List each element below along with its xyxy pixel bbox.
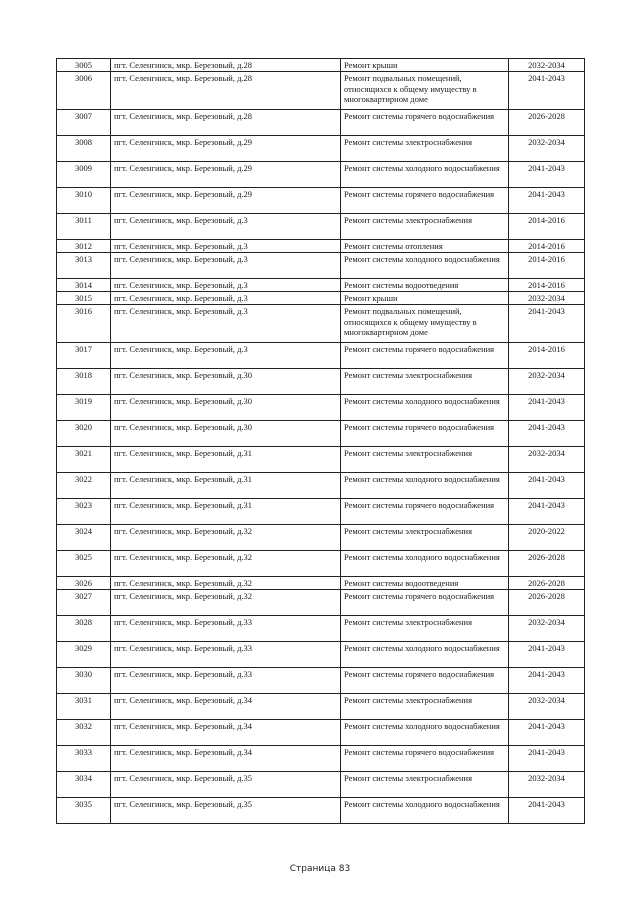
row-address: пгт. Селенгинск, мкр. Березовый, д.32	[111, 577, 341, 590]
row-years: 2041-2043	[509, 188, 585, 214]
row-work-type: Ремонт системы электроснабжения	[341, 616, 509, 642]
row-years: 2041-2043	[509, 72, 585, 110]
row-number: 3022	[57, 473, 111, 499]
table-body	[57, 59, 585, 824]
row-number: 3013	[57, 253, 111, 279]
row-work-type: Ремонт подвальных помещений, относящихся к общему имуществу в многоквартирном доме	[341, 305, 509, 343]
row-work-type: Ремонт системы горячего водоснабжения	[341, 746, 509, 772]
row-address: пгт. Селенгинск, мкр. Березовый, д.31	[111, 473, 341, 499]
row-address: пгт. Селенгинск, мкр. Березовый, д.3	[111, 279, 341, 292]
row-address: пгт. Селенгинск, мкр. Березовый, д.31	[111, 447, 341, 473]
table-row	[57, 292, 585, 305]
table-row	[57, 694, 585, 720]
row-work-type: Ремонт крыши	[341, 292, 509, 305]
table-row	[57, 162, 585, 188]
row-address: пгт. Селенгинск, мкр. Березовый, д.29	[111, 162, 341, 188]
row-number: 3024	[57, 525, 111, 551]
row-years: 2020-2022	[509, 525, 585, 551]
row-years: 2041-2043	[509, 798, 585, 824]
row-years: 2032-2034	[509, 292, 585, 305]
row-number: 3005	[57, 59, 111, 72]
table-row	[57, 668, 585, 694]
row-work-type: Ремонт системы отопления	[341, 240, 509, 253]
row-number: 3017	[57, 343, 111, 369]
row-number: 3008	[57, 136, 111, 162]
row-number: 3026	[57, 577, 111, 590]
row-number: 3029	[57, 642, 111, 668]
table-row	[57, 720, 585, 746]
row-number: 3030	[57, 668, 111, 694]
table-row	[57, 214, 585, 240]
row-years: 2032-2034	[509, 616, 585, 642]
row-work-type: Ремонт системы холодного водоснабжения	[341, 162, 509, 188]
row-number: 3016	[57, 305, 111, 343]
row-years: 2041-2043	[509, 746, 585, 772]
row-work-type: Ремонт системы холодного водоснабжения	[341, 551, 509, 577]
table-row	[57, 772, 585, 798]
table-row	[57, 305, 585, 343]
row-address: пгт. Селенгинск, мкр. Березовый, д.32	[111, 525, 341, 551]
row-work-type: Ремонт системы горячего водоснабжения	[341, 343, 509, 369]
table-row	[57, 136, 585, 162]
table-row	[57, 642, 585, 668]
row-address: пгт. Селенгинск, мкр. Березовый, д.33	[111, 616, 341, 642]
row-years: 2014-2016	[509, 214, 585, 240]
row-years: 2026-2028	[509, 590, 585, 616]
row-work-type: Ремонт системы горячего водоснабжения	[341, 668, 509, 694]
table-row	[57, 369, 585, 395]
row-number: 3018	[57, 369, 111, 395]
table-row	[57, 253, 585, 279]
row-number: 3032	[57, 720, 111, 746]
row-address: пгт. Селенгинск, мкр. Березовый, д.30	[111, 369, 341, 395]
row-work-type: Ремонт системы холодного водоснабжения	[341, 473, 509, 499]
table-row	[57, 279, 585, 292]
row-number: 3012	[57, 240, 111, 253]
row-address: пгт. Селенгинск, мкр. Березовый, д.31	[111, 499, 341, 525]
row-address: пгт. Селенгинск, мкр. Березовый, д.34	[111, 746, 341, 772]
row-address: пгт. Селенгинск, мкр. Березовый, д.33	[111, 668, 341, 694]
row-address: пгт. Селенгинск, мкр. Березовый, д.3	[111, 343, 341, 369]
row-work-type: Ремонт системы водоотведения	[341, 279, 509, 292]
row-work-type: Ремонт системы горячего водоснабжения	[341, 499, 509, 525]
table-row	[57, 240, 585, 253]
table-row	[57, 188, 585, 214]
row-work-type: Ремонт системы электроснабжения	[341, 136, 509, 162]
row-years: 2032-2034	[509, 59, 585, 72]
repair-schedule-table	[56, 58, 585, 824]
row-number: 3014	[57, 279, 111, 292]
row-address: пгт. Селенгинск, мкр. Березовый, д.3	[111, 214, 341, 240]
row-years: 2041-2043	[509, 473, 585, 499]
row-number: 3015	[57, 292, 111, 305]
row-address: пгт. Селенгинск, мкр. Березовый, д.28	[111, 110, 341, 136]
row-number: 3023	[57, 499, 111, 525]
row-number: 3027	[57, 590, 111, 616]
table-row	[57, 59, 585, 72]
row-years: 2041-2043	[509, 162, 585, 188]
row-address: пгт. Селенгинск, мкр. Березовый, д.3	[111, 240, 341, 253]
row-years: 2032-2034	[509, 369, 585, 395]
row-address: пгт. Селенгинск, мкр. Березовый, д.30	[111, 395, 341, 421]
row-years: 2032-2034	[509, 772, 585, 798]
row-years: 2026-2028	[509, 551, 585, 577]
row-years: 2041-2043	[509, 499, 585, 525]
row-years: 2014-2016	[509, 240, 585, 253]
row-years: 2026-2028	[509, 110, 585, 136]
row-work-type: Ремонт системы горячего водоснабжения	[341, 421, 509, 447]
table-row	[57, 577, 585, 590]
row-address: пгт. Селенгинск, мкр. Березовый, д.34	[111, 694, 341, 720]
row-address: пгт. Селенгинск, мкр. Березовый, д.32	[111, 551, 341, 577]
row-number: 3021	[57, 447, 111, 473]
row-years: 2041-2043	[509, 421, 585, 447]
row-work-type: Ремонт системы холодного водоснабжения	[341, 642, 509, 668]
row-number: 3010	[57, 188, 111, 214]
row-work-type: Ремонт системы горячего водоснабжения	[341, 188, 509, 214]
row-work-type: Ремонт системы холодного водоснабжения	[341, 395, 509, 421]
row-years: 2032-2034	[509, 136, 585, 162]
row-address: пгт. Селенгинск, мкр. Березовый, д.35	[111, 772, 341, 798]
table-row	[57, 473, 585, 499]
row-years: 2026-2028	[509, 577, 585, 590]
row-address: пгт. Селенгинск, мкр. Березовый, д.33	[111, 642, 341, 668]
row-work-type: Ремонт системы горячего водоснабжения	[341, 110, 509, 136]
row-work-type: Ремонт подвальных помещений, относящихся к общему имуществу в многоквартирном доме	[341, 72, 509, 110]
row-number: 3033	[57, 746, 111, 772]
row-years: 2041-2043	[509, 668, 585, 694]
row-work-type: Ремонт системы холодного водоснабжения	[341, 253, 509, 279]
table-row	[57, 395, 585, 421]
row-address: пгт. Селенгинск, мкр. Березовый, д.34	[111, 720, 341, 746]
page-number: Страница 83	[289, 864, 351, 874]
table-row	[57, 447, 585, 473]
table-row	[57, 499, 585, 525]
row-number: 3035	[57, 798, 111, 824]
row-years: 2041-2043	[509, 642, 585, 668]
table-row	[57, 616, 585, 642]
row-work-type: Ремонт крыши	[341, 59, 509, 72]
row-address: пгт. Селенгинск, мкр. Березовый, д.3	[111, 305, 341, 343]
row-address: пгт. Селенгинск, мкр. Березовый, д.29	[111, 188, 341, 214]
row-years: 2032-2034	[509, 447, 585, 473]
row-work-type: Ремонт системы электроснабжения	[341, 214, 509, 240]
row-address: пгт. Селенгинск, мкр. Березовый, д.3	[111, 292, 341, 305]
row-years: 2041-2043	[509, 305, 585, 343]
row-number: 3025	[57, 551, 111, 577]
row-number: 3011	[57, 214, 111, 240]
row-address: пгт. Селенгинск, мкр. Березовый, д.28	[111, 72, 341, 110]
row-address: пгт. Селенгинск, мкр. Березовый, д.30	[111, 421, 341, 447]
row-number: 3031	[57, 694, 111, 720]
table-row	[57, 343, 585, 369]
table-row	[57, 590, 585, 616]
row-years: 2032-2034	[509, 694, 585, 720]
row-address: пгт. Селенгинск, мкр. Березовый, д.28	[111, 59, 341, 72]
table-row	[57, 421, 585, 447]
row-work-type: Ремонт системы электроснабжения	[341, 369, 509, 395]
row-work-type: Ремонт системы электроснабжения	[341, 772, 509, 798]
row-years: 2014-2016	[509, 279, 585, 292]
row-work-type: Ремонт системы электроснабжения	[341, 694, 509, 720]
row-years: 2041-2043	[509, 395, 585, 421]
row-years: 2041-2043	[509, 720, 585, 746]
row-work-type: Ремонт системы холодного водоснабжения	[341, 798, 509, 824]
row-work-type: Ремонт системы холодного водоснабжения	[341, 720, 509, 746]
table-row	[57, 746, 585, 772]
row-number: 3028	[57, 616, 111, 642]
row-number: 3009	[57, 162, 111, 188]
table-row	[57, 525, 585, 551]
table-row	[57, 798, 585, 824]
row-address: пгт. Селенгинск, мкр. Березовый, д.35	[111, 798, 341, 824]
row-years: 2014-2016	[509, 343, 585, 369]
row-number: 3007	[57, 110, 111, 136]
row-work-type: Ремонт системы электроснабжения	[341, 447, 509, 473]
row-address: пгт. Селенгинск, мкр. Березовый, д.3	[111, 253, 341, 279]
row-work-type: Ремонт системы горячего водоснабжения	[341, 590, 509, 616]
row-address: пгт. Селенгинск, мкр. Березовый, д.32	[111, 590, 341, 616]
table-row	[57, 551, 585, 577]
row-address: пгт. Селенгинск, мкр. Березовый, д.29	[111, 136, 341, 162]
row-years: 2014-2016	[509, 253, 585, 279]
table-row	[57, 110, 585, 136]
row-number: 3020	[57, 421, 111, 447]
row-number: 3006	[57, 72, 111, 110]
table-row	[57, 72, 585, 110]
row-work-type: Ремонт системы водоотведения	[341, 577, 509, 590]
row-number: 3019	[57, 395, 111, 421]
row-work-type: Ремонт системы электроснабжения	[341, 525, 509, 551]
row-number: 3034	[57, 772, 111, 798]
